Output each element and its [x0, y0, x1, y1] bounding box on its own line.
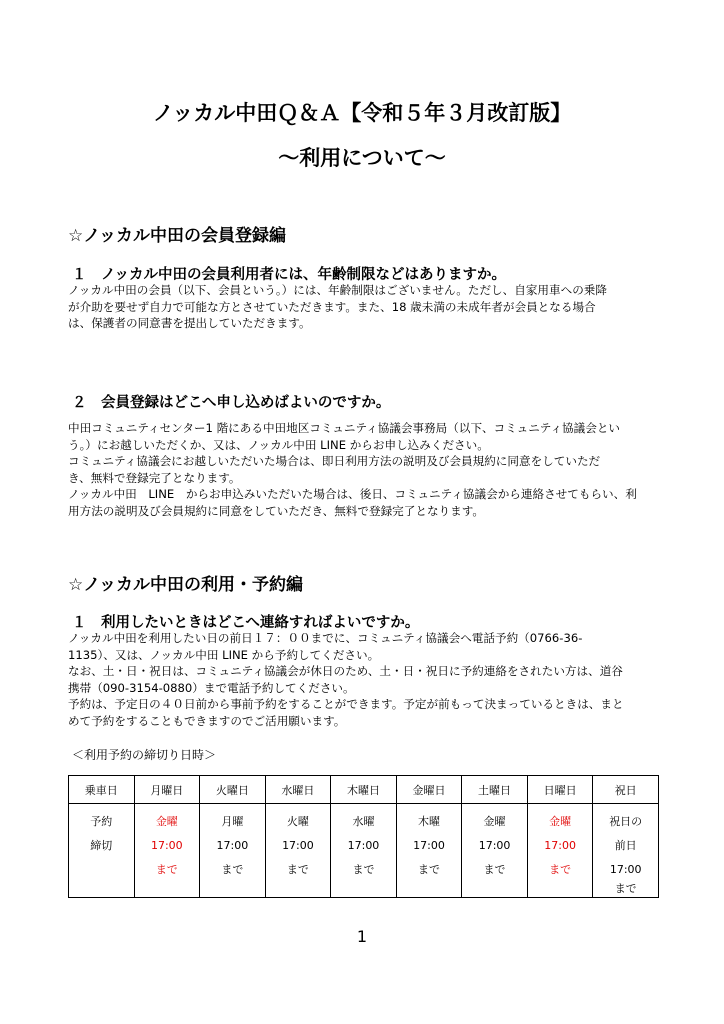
section-heading-registration: ☆ノッカル中田の会員登録編 [68, 226, 287, 246]
deadline-cell-saturday [462, 804, 528, 898]
deadline-table [68, 775, 659, 898]
deadline-suffix: まで [221, 863, 244, 876]
deadline-suffix: まで [549, 863, 572, 876]
deadline-cell-thursday [331, 804, 397, 898]
deadline-time: 17:00 [478, 839, 511, 852]
question-where-register: ２ 会員登録はどこへ申し込めばよいのですか。 [72, 395, 391, 411]
header-sunday: 日曜日 [527, 776, 593, 804]
header-thursday: 木曜日 [331, 776, 397, 804]
row-label: 予約 [90, 815, 113, 828]
header-friday: 金曜日 [396, 776, 462, 804]
document-subtitle: ～利用について～ [278, 146, 446, 170]
answer-line: 用方法の説明及び会員規約に同意をしていただき、無料で登録完了となります。 [68, 503, 484, 518]
deadline-cell-wednesday [265, 804, 331, 898]
table-caption: ＜利用予約の締切り日時＞ [72, 748, 217, 762]
deadline-time: 17:00 [413, 839, 445, 852]
deadline-day: 木曜 [418, 815, 440, 828]
header-tuesday: 火曜日 [200, 776, 266, 804]
row-label: 締切 [90, 839, 113, 852]
deadline-time: 17:00 [347, 839, 380, 852]
deadline-day: 月曜 [221, 815, 244, 828]
deadline-suffix: まで [286, 863, 309, 876]
answer-where-register [68, 420, 660, 519]
answer-line: コミュニティ協議会にお越しいただいた場合は、即日利用方法の説明及び会員規約に同意をしていただ [68, 454, 601, 468]
answer-line: は、保護者の同意書を提出していただきます。 [68, 316, 311, 330]
deadline-cell-sunday [527, 804, 593, 898]
answer-line: 予約は、予定日の４０日前から事前予約をすることができます。予定が前もって決まっているときは、まと [68, 697, 624, 711]
deadline-day: 火曜 [286, 815, 309, 828]
deadline-time: 17:00 [544, 839, 576, 852]
page-number: 1 [356, 927, 368, 946]
deadline-time: 17:00 [150, 839, 183, 852]
answer-line: ノッカル中田を利用したい日の前日１７：００までに、コミュニティ協議会へ電話予約（0766-36- [68, 631, 583, 645]
deadline-cell-holiday [593, 804, 659, 898]
deadline-day: 金曜 [155, 815, 178, 828]
deadline-suffix: まで [155, 863, 178, 876]
answer-line: 中田コミュニティセンター1 階にある中田地区コミュニティ協議会事務局（以下、コミュニティ協議会とい [68, 421, 621, 435]
answer-line: が介助を要せず自力で可能な方とさせていただきます。また、18 歳未満の未成年者が会員となる場合 [68, 299, 596, 314]
answer-line: 1135）、又は、ノッカル中田 LINE から予約してください。 [68, 647, 380, 662]
deadline-suffix: まで [418, 863, 440, 876]
deadline-cell-friday [396, 804, 462, 898]
question-how-contact: １ 利用したいときはどこへ連絡すればよいですか。 [72, 615, 420, 631]
header-ride-day: 乗車日 [69, 776, 135, 804]
deadline-time: 17:00 [216, 839, 249, 852]
answer-line: めて予約をすることもできますのでご活用願います。 [68, 713, 346, 728]
deadline-day: 水曜 [352, 815, 375, 828]
answer-line: ノッカル中田 LINE からお申込みいただいた場合は、後日、コミュニティ協議会から連絡させてもらい、利 [68, 487, 637, 501]
deadline-day-2: 前日 [614, 839, 637, 852]
header-monday: 月曜日 [134, 776, 200, 804]
answer-line: う。）にお越しいただくか、又は、ノッカル中田 LINE からお申し込みください。 [68, 437, 489, 452]
header-wednesday: 水曜日 [265, 776, 331, 804]
deadline-suffix: まで [483, 863, 506, 876]
table-row [69, 804, 659, 898]
answer-line: なお、土・日・祝日は、コミュニティ協議会が休日のため、土・日・祝日に予約連絡をされたい方は、道谷 [68, 664, 623, 678]
deadline-day: 金曜 [549, 815, 572, 828]
answer-line: 携帯（090-3154-0880）まで電話予約してください。 [68, 680, 355, 695]
deadline-time: 17:00 [282, 839, 314, 852]
header-saturday: 土曜日 [462, 776, 528, 804]
answer-age-limit [68, 282, 660, 332]
question-age-limit: １ ノッカル中田の会員利用者には、年齢制限などはありますか。 [72, 267, 506, 283]
deadline-day: 金曜 [483, 815, 506, 828]
answer-line: ノッカル中田の会員（以下、会員という。）には、年齢制限はございません。ただし、自家用車への乗降 [68, 283, 607, 297]
document-title: ノッカル中田Ｑ＆Ａ【令和５年３月改訂版】 [152, 101, 572, 125]
header-holiday: 祝日 [593, 776, 659, 804]
deadline-suffix: まで [614, 882, 637, 895]
deadline-cell-tuesday [200, 804, 266, 898]
table-header-row [69, 776, 659, 804]
answer-how-contact [68, 630, 660, 729]
deadline-suffix: まで [352, 863, 375, 876]
deadline-cell-monday [134, 804, 200, 898]
answer-line: き、無料で登録完了となります。 [68, 470, 241, 485]
deadline-day: 祝日の [609, 815, 643, 828]
deadline-time: 17:00 [609, 863, 642, 876]
row-label-cell [69, 804, 135, 898]
section-heading-usage: ☆ノッカル中田の利用・予約編 [68, 575, 304, 595]
